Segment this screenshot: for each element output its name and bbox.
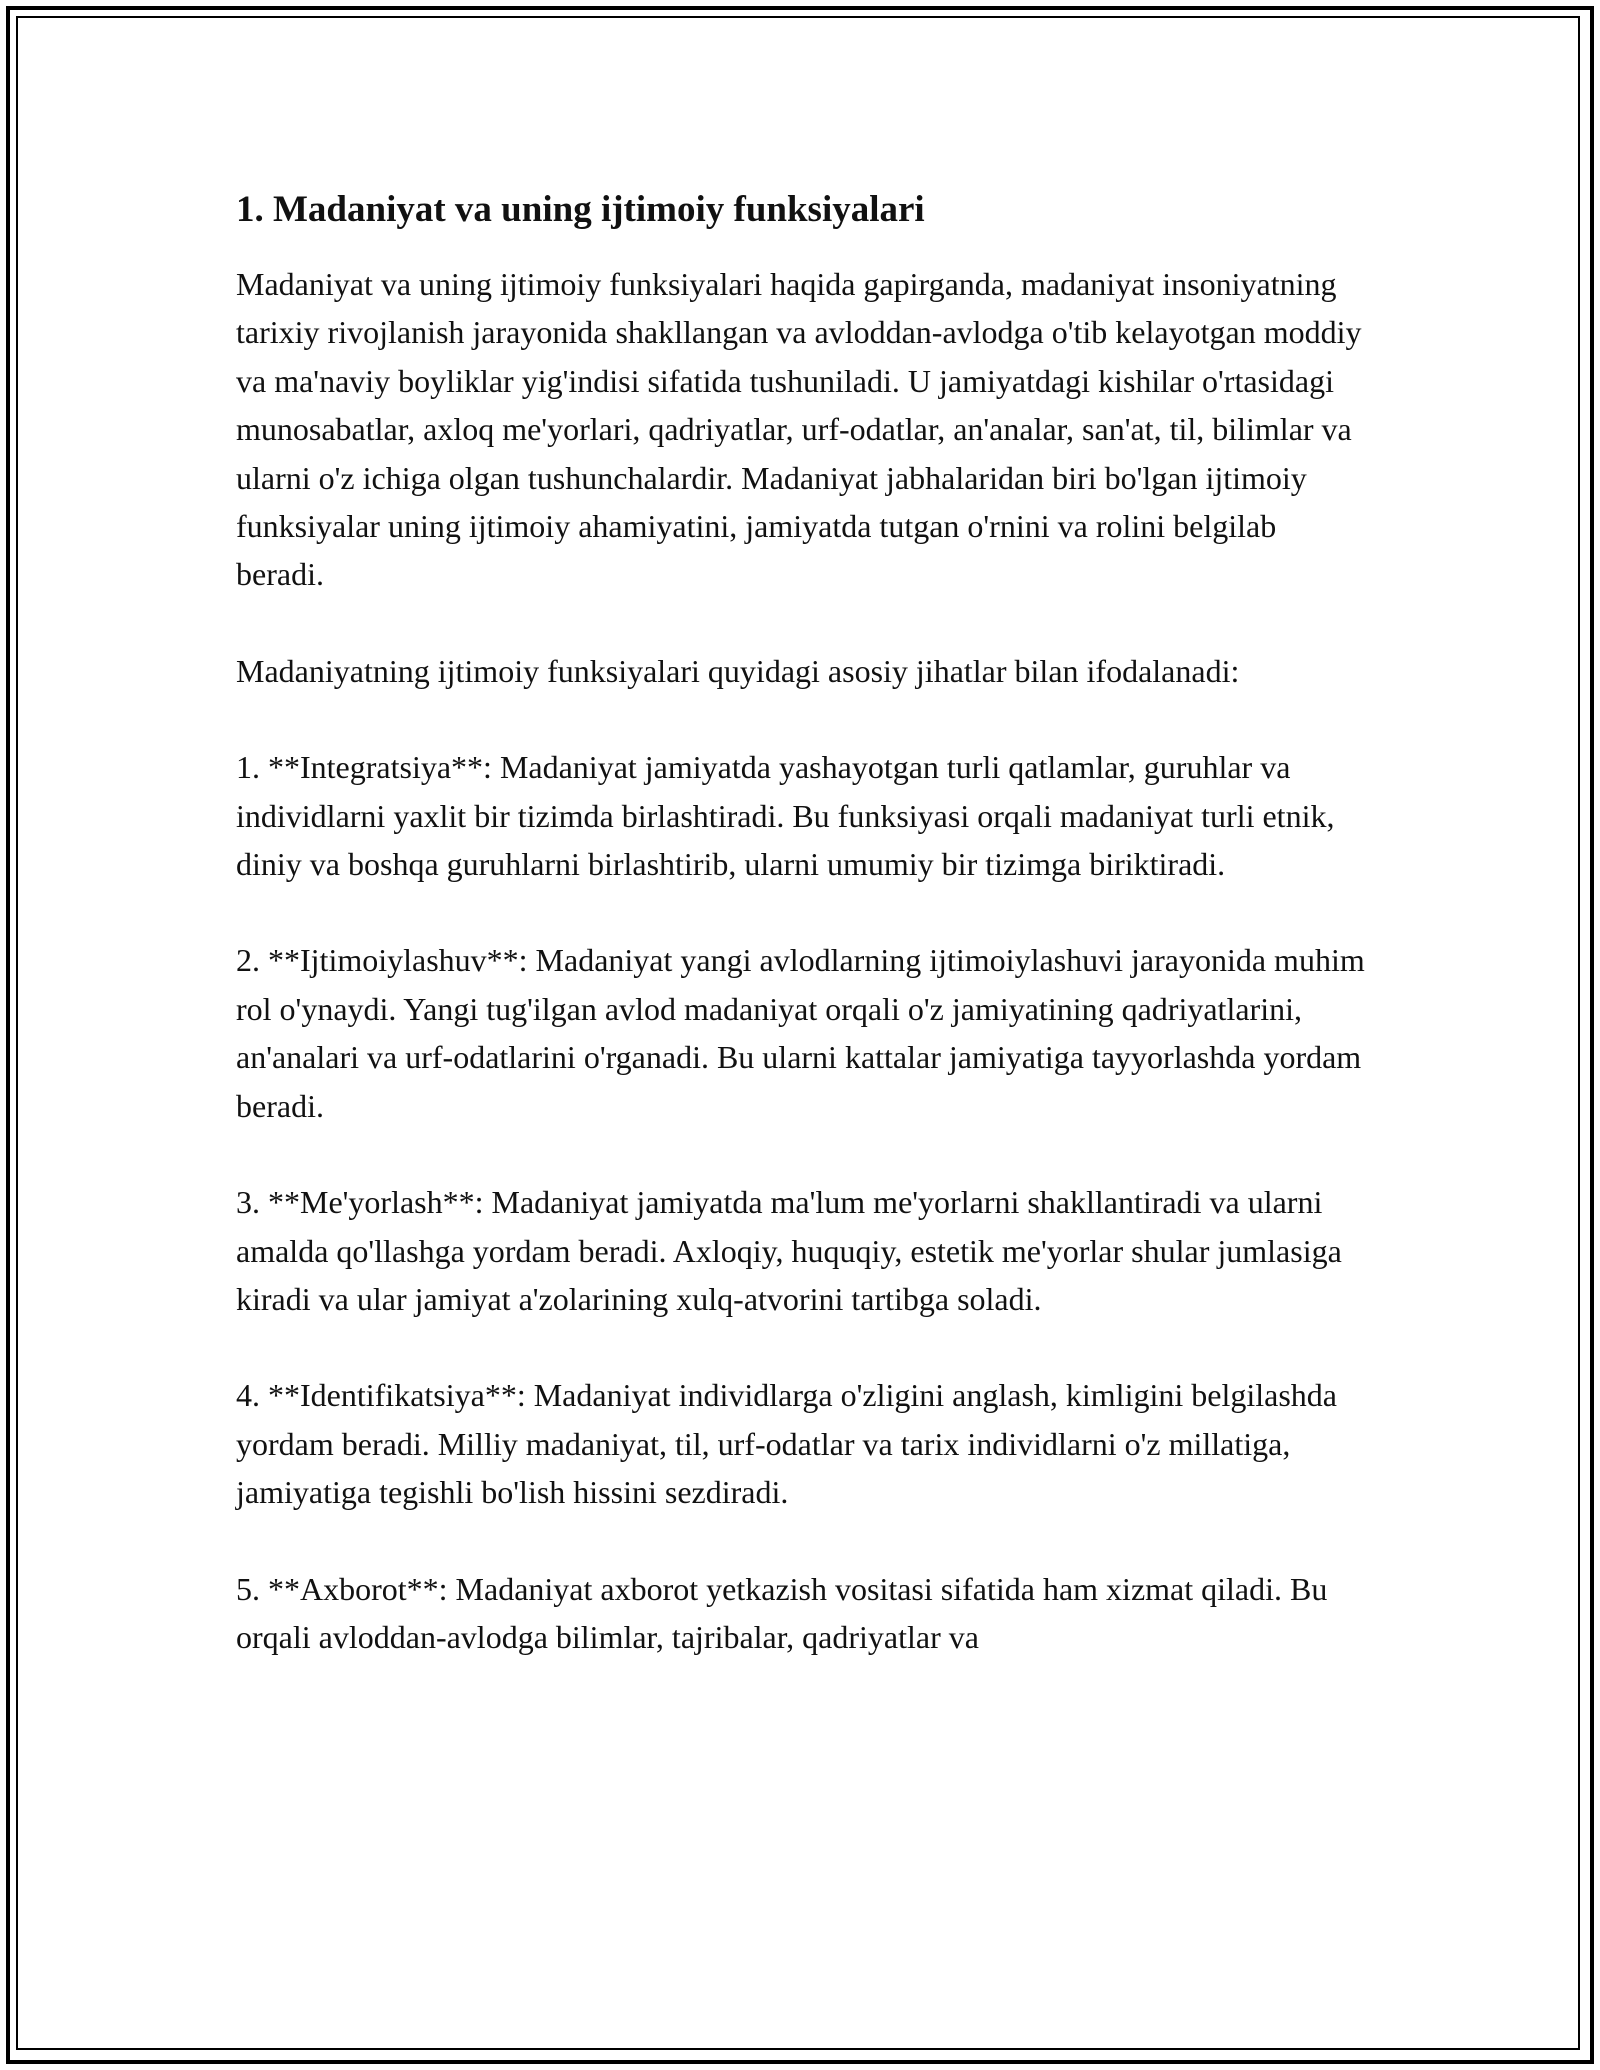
section-heading: 1. Madaniyat va uning ijtimoiy funksiyalari bbox=[236, 189, 925, 230]
intro-paragraph: Madaniyat va uning ijtimoiy funksiyalari haqida gapirganda, madaniyat insoniyatning tarixiy rivojlanish jarayonida shakllangan va avloddan-avlodga o'tib kelayotgan moddiy va ma'naviy boyliklar yig'indisi sifatida tushuniladi. U jamiyatdagi kishilar o'rtasidagi munosabatlar, axloq me'yorlari, qadriyatlar, urf-odatlar, an'analar, san'at, til, bilimlar va ularni o'z ichiga olgan tushunchalardir. Madaniyat jabhalaridan biri bo'lgan ijtimoiy funksiyalar uning ijtimoiy ahamiyatini, jamiyatda tutgan o'rnini va rolini belgilab beradi. bbox=[236, 266, 1362, 593]
document-body bbox=[236, 186, 1366, 1661]
identification-paragraph: 4. **Identifikatsiya**: Madaniyat individlarga o'zligini anglash, kimligini belgilashda yordam beradi. Milliy madaniyat, til, urf-odatlar va tarix individlarni o'z millatiga, jamiyatiga tegishli bo'lish hissini sezdiradi. bbox=[236, 1377, 1337, 1511]
socialization-paragraph: 2. **Ijtimoiylashuv**: Madaniyat yangi avlodlarning ijtimoiylashuvi jarayonida muhim rol o'ynaydi. Yangi tug'ilgan avlod madaniyat orqali o'z jamiyatining qadriyatlarini, an'analari va urf-odatlarini o'rganadi. Bu ularni kattalar jamiyatiga tayyorlashda yordam beradi. bbox=[236, 942, 1365, 1124]
integration-paragraph: 1. **Integratsiya**: Madaniyat jamiyatda yashayotgan turli qatlamlar, guruhlar va individlarni yaxlit bir tizimda birlashtiradi. Bu funksiyasi orqali madaniyat turli etnik, diniy va boshqa guruhlarni birlashtirib, ularni umumiy bir tizimga biriktiradi. bbox=[236, 749, 1335, 883]
functions-lead-paragraph: Madaniyatning ijtimoiy funksiyalari quyidagi asosiy jihatlar bilan ifodalanadi: bbox=[236, 652, 1240, 689]
norm-setting-paragraph: 3. **Me'yorlash**: Madaniyat jamiyatda ma'lum me'yorlarni shakllantiradi va ularni amalda qo'llashga yordam beradi. Axloqiy, huquqiy, estetik me'yorlar shular jumlasiga kiradi va ular jamiyat a'zolarining xulq-atvorini tartibga soladi. bbox=[236, 1184, 1342, 1317]
information-paragraph: 5. **Axborot**: Madaniyat axborot yetkazish vositasi sifatida ham xizmat qiladi. Bu orqali avloddan-avlodga bilimlar, tajribalar, qadriyatlar va bbox=[236, 1570, 1328, 1655]
